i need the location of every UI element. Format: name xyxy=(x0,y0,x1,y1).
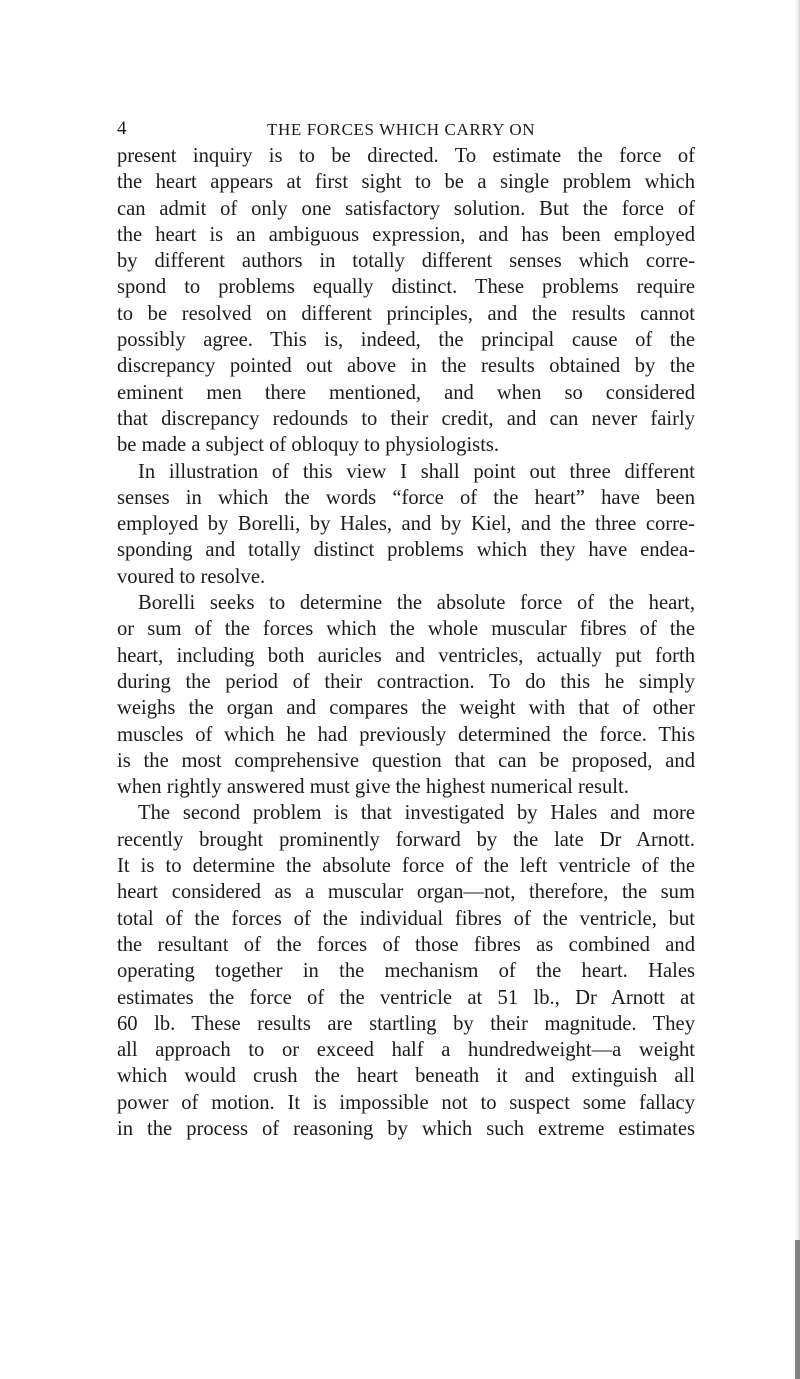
text-line: to be resolved on different principles, and the results cannot xyxy=(117,302,695,325)
text-line: In illustration of this view I shall point out three different xyxy=(138,460,695,483)
text-line: operating together in the mechanism of the heart. Hales xyxy=(117,960,695,983)
page-edge-shadow xyxy=(794,0,800,1379)
text-line: recently brought prominently forward by the late Dr Arnott. xyxy=(117,828,695,851)
text-line: which would crush the heart beneath it and extinguish all xyxy=(117,1065,695,1088)
text-line: be made a subject of obloquy to physiologists. xyxy=(117,434,500,457)
running-head xyxy=(117,118,697,144)
text-line: discrepancy pointed out above in the results obtained by the xyxy=(117,355,695,378)
text-line: all approach to or exceed half a hundredweight—a weight xyxy=(117,1039,695,1062)
page-number: 4 xyxy=(117,118,128,139)
text-line: in the process of reasoning by which such extreme estimates xyxy=(117,1117,695,1140)
text-line: can admit of only one satisfactory solution. But the force of xyxy=(117,197,695,220)
text-line: possibly agree. This is, indeed, the principal cause of the xyxy=(117,329,695,352)
text-line: It is to determine the absolute force of the left ventricle of the xyxy=(117,855,695,878)
text-line: power of motion. It is impossible not to suspect some fallacy xyxy=(117,1091,695,1114)
text-line: or sum of the forces which the whole muscular fibres of the xyxy=(117,618,695,641)
page-edge-mark xyxy=(795,1240,800,1379)
paragraph-1 xyxy=(117,143,695,459)
text-line: when rightly answered must give the highest numerical result. xyxy=(117,776,629,799)
text-line: the heart is an ambiguous expression, and has been employed xyxy=(117,223,695,246)
paragraph-2 xyxy=(117,459,695,590)
text-line: eminent men there mentioned, and when so considered xyxy=(117,381,695,404)
paragraph-4 xyxy=(117,800,695,1142)
text-line: senses in which the words “force of the heart” have been xyxy=(117,486,695,509)
text-line: heart considered as a muscular organ—not, therefore, the sum xyxy=(117,881,695,904)
text-line: by different authors in totally different senses which corre- xyxy=(117,250,695,273)
text-line: the heart appears at first sight to be a single problem which xyxy=(117,171,695,194)
body-text xyxy=(117,143,695,1142)
text-line: weighs the organ and compares the weight with that of other xyxy=(117,697,695,720)
text-line: total of the forces of the individual fibres of the ventricle, but xyxy=(117,907,695,930)
text-line: spond to problems equally distinct. These problems require xyxy=(117,276,695,299)
text-line: employed by Borelli, by Hales, and by Kiel, and the three corre- xyxy=(117,513,695,536)
text-line: voured to resolve. xyxy=(117,565,266,588)
text-line: the resultant of the forces of those fibres as combined and xyxy=(117,933,695,956)
text-line: estimates the force of the ventricle at 51 lb., Dr Arnott at xyxy=(117,986,695,1009)
paragraph-3 xyxy=(117,590,695,800)
text-line: present inquiry is to be directed. To estimate the force of xyxy=(117,145,695,167)
text-line: sponding and totally distinct problems which they have endea- xyxy=(117,539,695,562)
text-line: Borelli seeks to determine the absolute force of the heart, xyxy=(138,592,695,615)
text-line: during the period of their contraction. To do this he simply xyxy=(117,670,695,693)
text-line: The second problem is that investigated by Hales and more xyxy=(138,802,695,825)
running-title: THE FORCES WHICH CARRY ON xyxy=(267,120,536,139)
text-line: muscles of which he had previously determined the force. This xyxy=(117,723,695,746)
text-line: 60 lb. These results are startling by their magnitude. They xyxy=(117,1012,695,1035)
text-line: that discrepancy redounds to their credit, and can never fairly xyxy=(117,407,695,430)
text-line: is the most comprehensive question that can be proposed, and xyxy=(117,749,695,772)
text-line: heart, including both auricles and ventricles, actually put forth xyxy=(117,644,695,667)
